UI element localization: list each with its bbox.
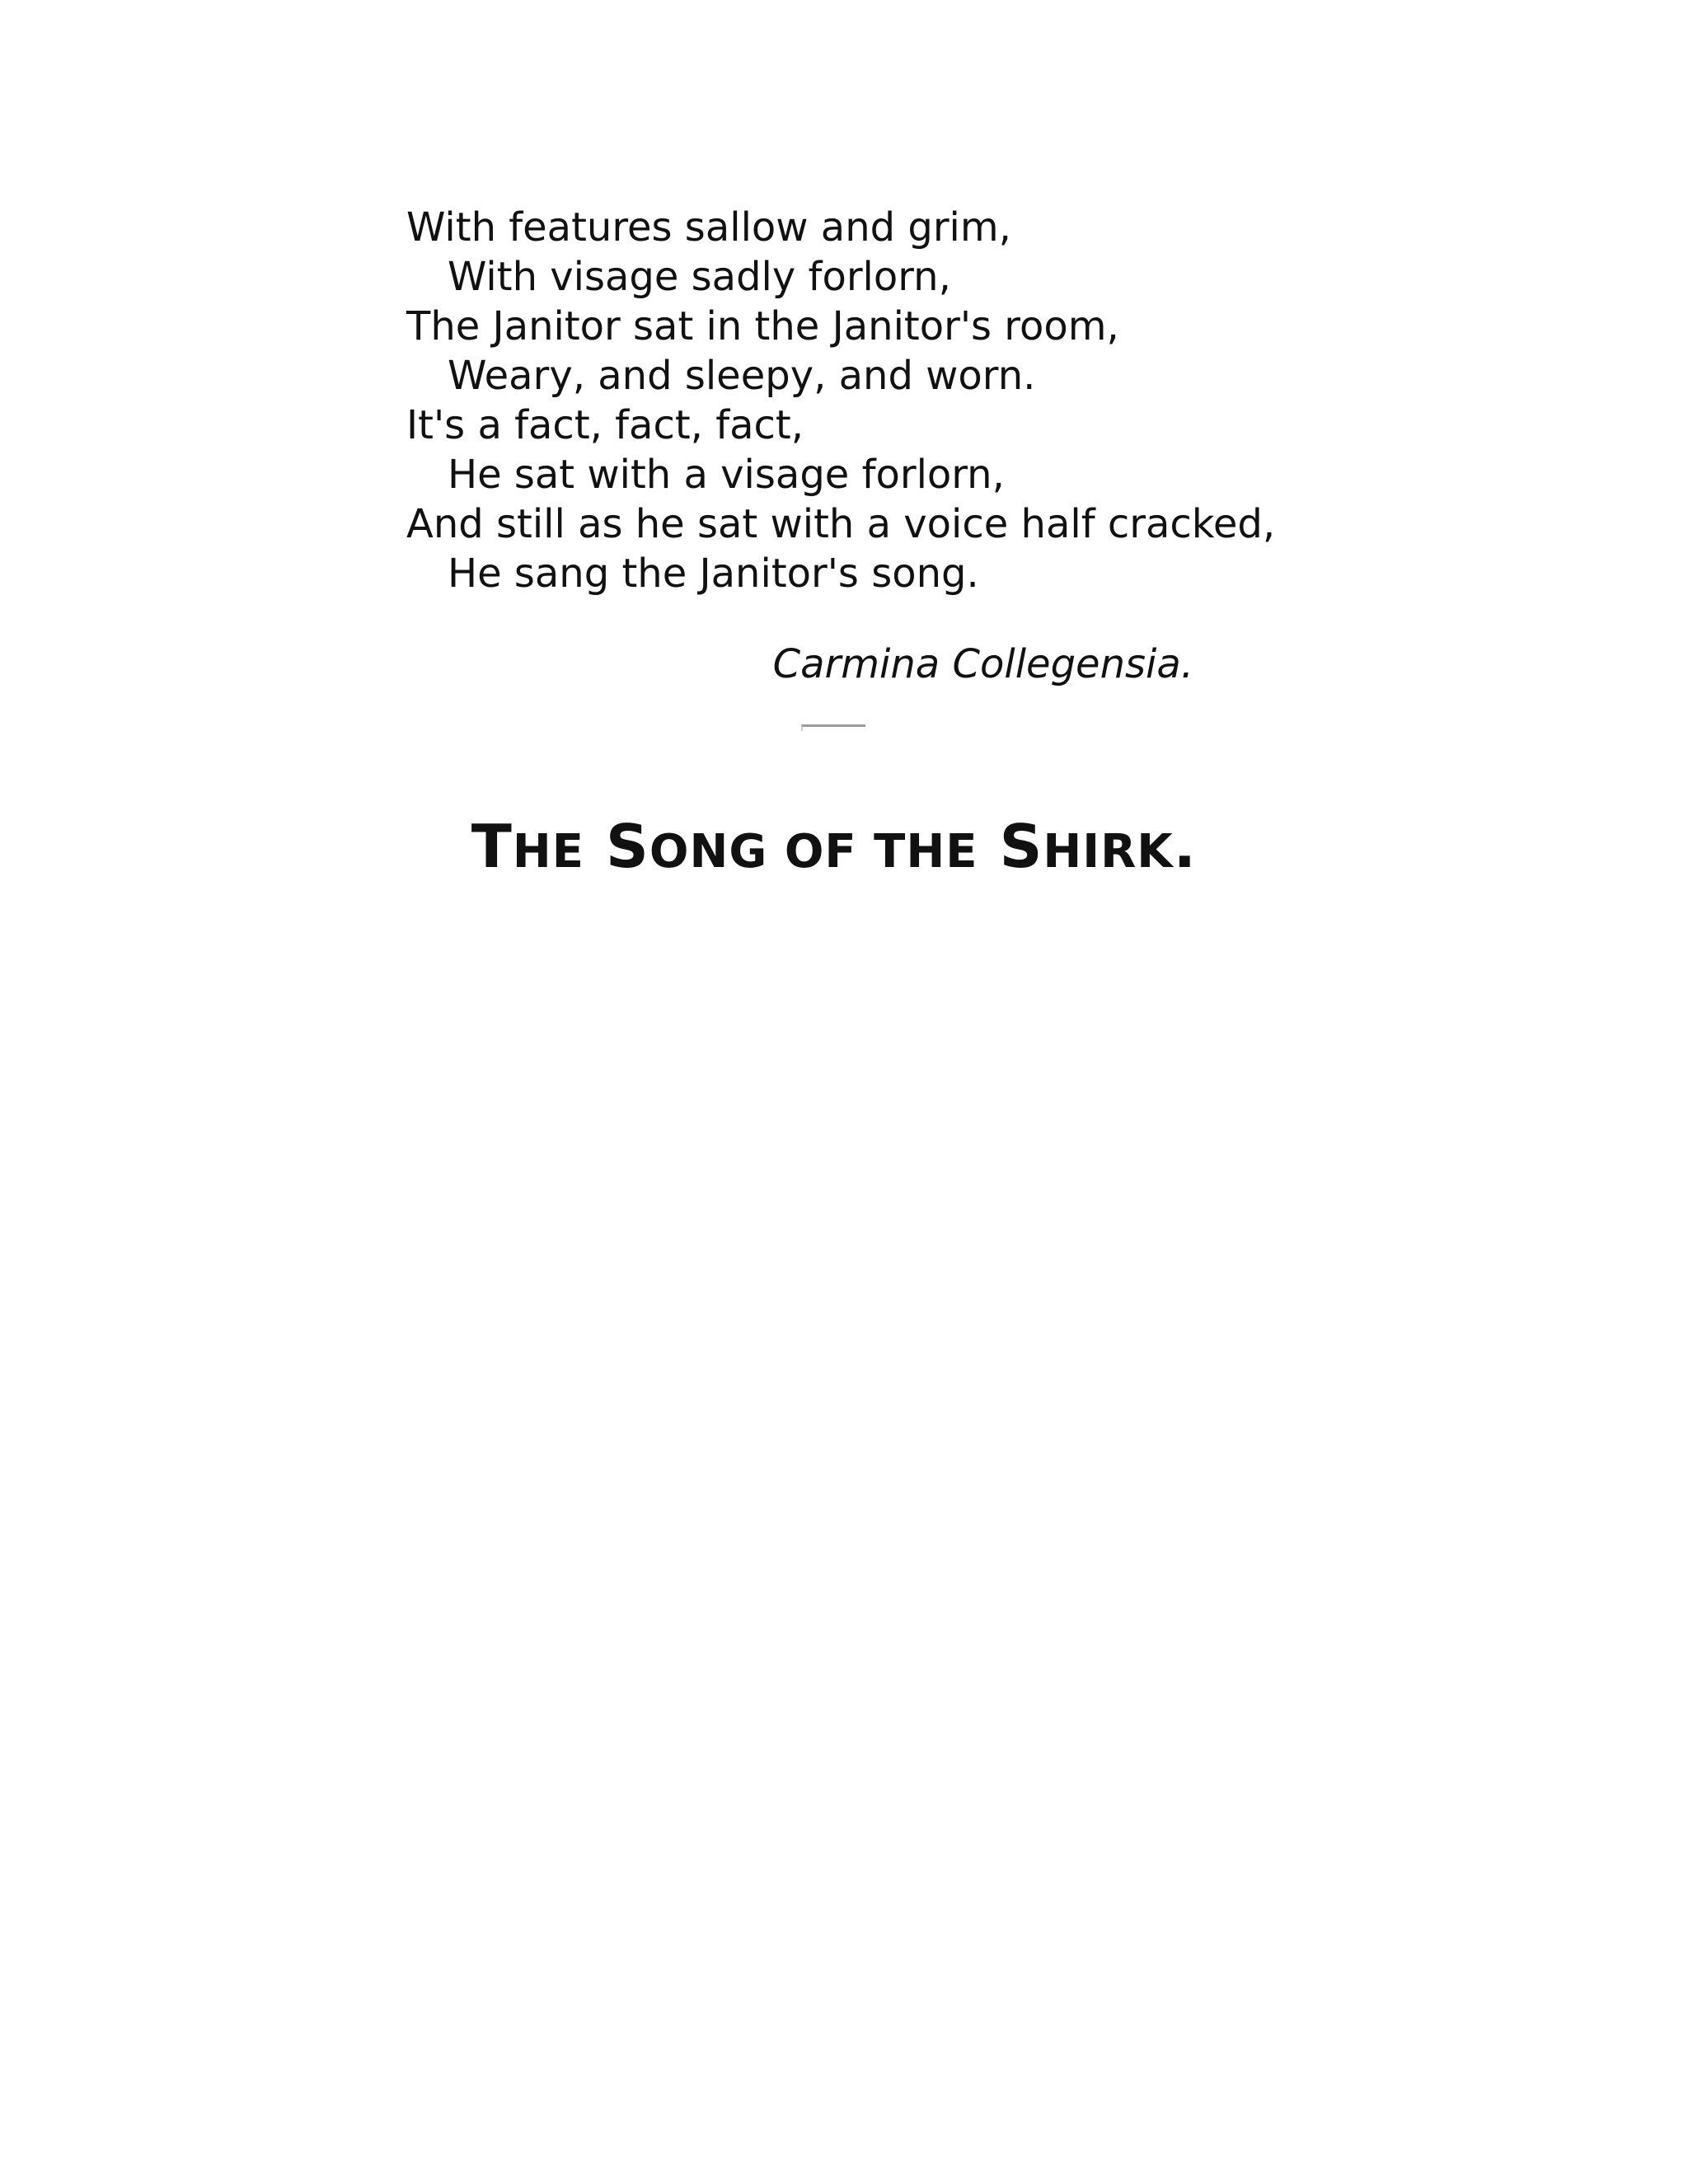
section-title	[471, 809, 1197, 889]
poem-line: He sat with a visage forlorn,	[448, 452, 1005, 498]
poem-line: And still as he sat with a voice half cracked,	[406, 501, 1276, 547]
poem-attribution: Carmina Collegensia.	[772, 641, 1193, 687]
poem-line: The Janitor sat in the Janitor's room,	[406, 303, 1119, 349]
title-initial: S	[978, 812, 1043, 881]
title-smallcaps: ONG OF THE	[649, 825, 978, 879]
title-smallcaps: HE	[512, 825, 584, 879]
poem-stanza	[406, 203, 1276, 598]
poem-line: With features sallow and grim,	[406, 204, 1011, 251]
title-initial: T	[471, 812, 513, 881]
title-period: .	[1173, 812, 1197, 881]
title-smallcaps: HIRK	[1043, 825, 1174, 879]
poem-line: He sang the Janitor's song.	[448, 551, 979, 597]
title-initial: S	[584, 812, 649, 881]
poem-line: Weary, and sleepy, and worn.	[448, 353, 1036, 399]
poem-line: With visage sadly forlorn,	[448, 254, 951, 300]
section-divider	[801, 724, 865, 731]
poem-line: It's a fact, fact, fact,	[406, 402, 804, 448]
